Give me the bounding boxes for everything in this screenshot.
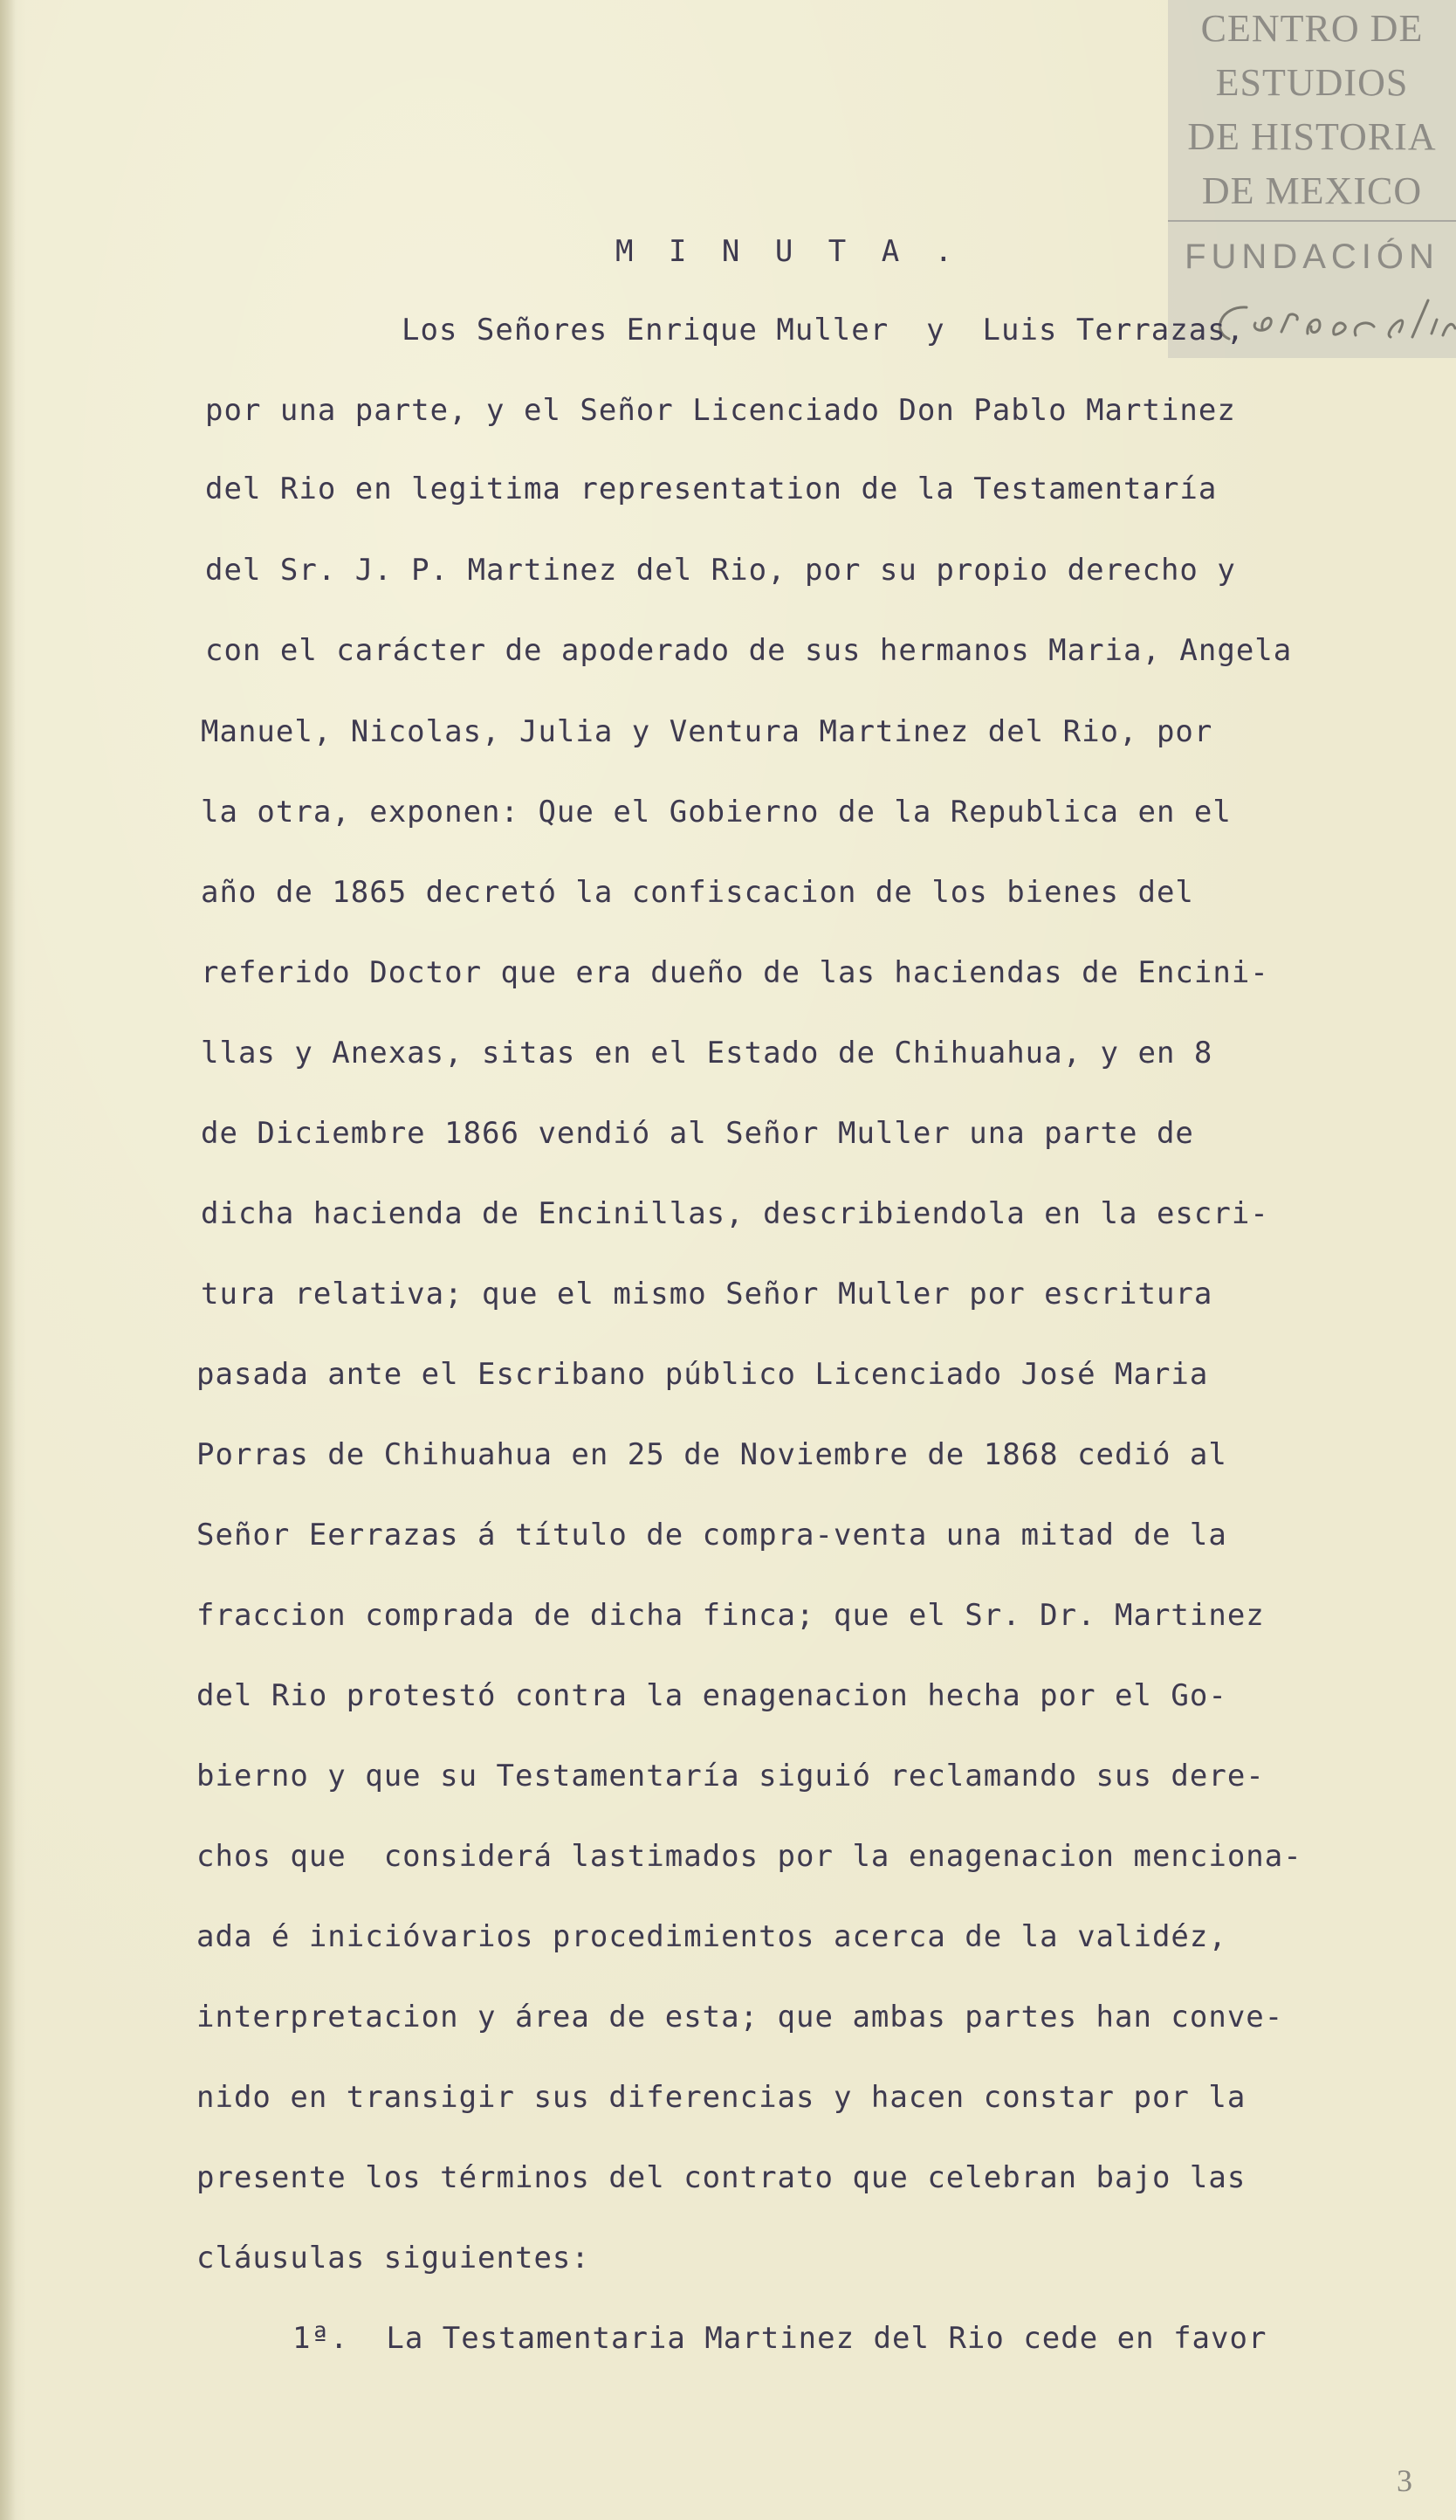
- text-line: de Diciembre 1866 vendió al Señor Muller una parte de: [201, 1116, 1194, 1151]
- text-line: año de 1865 decretó la confiscacion de los bienes del: [201, 875, 1194, 910]
- text-line: ada é inicióvarios procedimientos acerca de la validéz,: [196, 1919, 1227, 1954]
- text-line: dicha hacienda de Encinillas, describiendola en la escri-: [201, 1196, 1269, 1231]
- text-line: tura relativa; que el mismo Señor Muller por escritura: [201, 1277, 1213, 1312]
- page-number: 3: [1397, 2463, 1412, 2498]
- text-line: fraccion comprada de dicha finca; que el Sr. Dr. Martinez: [196, 1598, 1265, 1633]
- text-line: Los Señores Enrique Muller y Luis Terrazas,: [402, 313, 1246, 348]
- text-line: chos que considerá lastimados por la enagenacion menciona-: [196, 1839, 1302, 1874]
- text-line: referido Doctor que era dueño de las haciendas de Encini-: [201, 955, 1269, 990]
- stamp-line-4: DE MEXICO: [1201, 169, 1423, 212]
- text-line: del Rio protestó contra la enagenacion hecha por el Go-: [196, 1678, 1227, 1713]
- paper-edge: [0, 0, 16, 2520]
- stamp-foundation: FUNDACIÓN: [1185, 238, 1439, 276]
- text-line: Señor Eerrazas á título de compra-venta una mitad de la: [196, 1518, 1227, 1553]
- text-line: presente los términos del contrato que celebran bajo las: [196, 2160, 1247, 2195]
- text-line: por una parte, y el Señor Licenciado Don Pablo Martinez: [205, 393, 1236, 428]
- text-line: bierno y que su Testamentaría siguió reclamando sus dere-: [196, 1759, 1265, 1794]
- text-line: interpretacion y área de esta; que ambas partes han conve-: [196, 2000, 1284, 2035]
- stamp-divider: [1168, 220, 1456, 222]
- document-title: M I N U T A .: [615, 234, 962, 269]
- stamp-line-2: ESTUDIOS: [1215, 61, 1409, 104]
- text-line: llas y Anexas, sitas en el Estado de Chihuahua, y en 8: [201, 1036, 1213, 1071]
- text-line: Manuel, Nicolas, Julia y Ventura Martinez del Rio, por: [201, 714, 1213, 749]
- text-line: pasada ante el Escribano público Licenciado José Maria: [196, 1357, 1209, 1392]
- text-line: Porras de Chihuahua en 25 de Noviembre de 1868 cedió al: [196, 1437, 1227, 1472]
- stamp-line-3: DE HISTORIA: [1187, 115, 1437, 158]
- text-line: del Sr. J. P. Martinez del Rio, por su propio derecho y: [205, 553, 1236, 588]
- stamp-line-1: CENTRO DE: [1200, 7, 1424, 50]
- archive-stamp: [1168, 0, 1456, 358]
- text-line: la otra, exponen: Que el Gobierno de la Republica en el: [201, 795, 1232, 830]
- text-line: 1ª. La Testamentaria Martinez del Rio cede en favor: [292, 2321, 1267, 2356]
- text-line: del Rio en legitima representation de la Testamentaría: [205, 472, 1218, 506]
- text-line: nido en transigir sus diferencias y hacen constar por la: [196, 2080, 1247, 2115]
- text-line: con el carácter de apoderado de sus hermanos Maria, Angela: [205, 633, 1293, 668]
- text-line: cláusulas siguientes:: [196, 2241, 590, 2276]
